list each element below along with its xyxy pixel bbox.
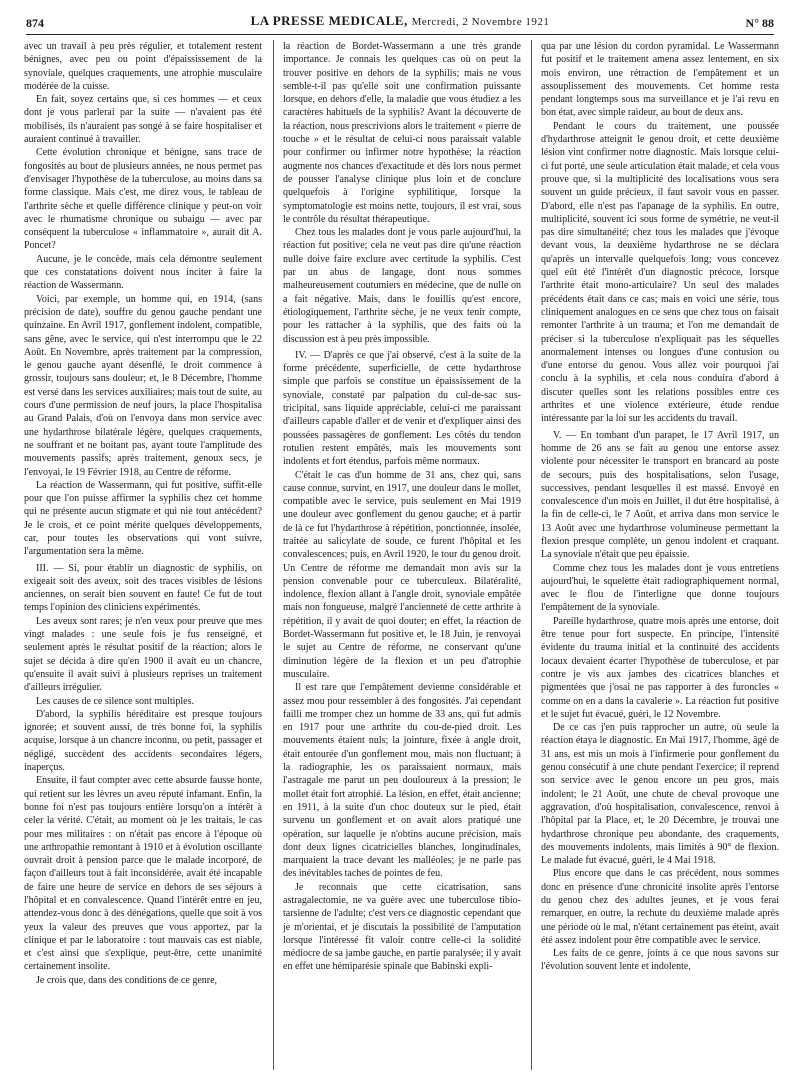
section-paragraph: III. — Si, pour établir un diagnostic de syphilis, on exigeait soit des aveux, soit des traces visibles de lésions anciennes, on serait bien souvent en faute! Ce fut de tout temps l'opinion des cliniciens expérimentés.	[24, 562, 262, 614]
body-paragraph: Comme chez tous les malades dont je vous entretiens aujourd'hui, le squelette était radiographiquement normal, avec le flou de l'interligne que donne toujours l'empâtement de la synoviale.	[541, 562, 779, 614]
body-paragraph: Pareille hydarthrose, quatre mois après une entorse, doit être tenue pour fort suspecte. En principe, l'intensité évidente du trauma initial et la continuité des accidents locaux devaient écarter l'hypothèse de tuberculose, et par contre je vis aux jambes des cicatrices blanches et pigmentées que j'osai ne pas rapporter à des furoncles « comme on en a dans la cavalerie ». La réaction fut positive et le sujet fut évacué, guéri, le 12 Novembre.	[541, 615, 779, 720]
body-paragraph: qua par une lésion du cordon pyramidal. Le Wassermann fut positif et le traitement amena assez lentement, en six mois environ, une rétraction de l'empâtement et un assouplissement des mouvements. Cet homme resta pendant longtemps sous ma surveillance et je l'ai revu en bon état, avec simple raideur, au bout de deux ans.	[541, 41, 779, 119]
body-paragraph: En fait, soyez certains que, si ces hommes — et ceux dont je vous parlerai par la suite — n'avaient pas été mobilisés, ils n'auraient pas songé à se faire hospitaliser et auraient continué à travailler.	[24, 94, 262, 146]
body-paragraph: Il est rare que l'empâtement devienne considérable et assez mou pour ressembler à des fongosités. J'ai cependant failli me tromper chez un homme de 33 ans, qui fut admis en 1917 pour une arthrite du cou-de-pied droit. Les mouvements étaient nuls; la jointure, fixée à angle droit, était entourée d'un gonflement mou, mais non fluctuant; à la radiographie, les os paraissaient normaux, mais l'astragale me parut un peu douloureux à la pression; le mollet était fort atrophié. La lésion, en effet, était ancienne; en 1911, à la suite d'un choc douteux sur le pied, était survenu un gonflement et on avait alors pratiqué une opération, sur laquelle je n'obtins aucune précision, mais dont deux lignes cicatricielles blanches, longitudinales, marquaient la trace devant les malléoles; je ne parle pas des inévitables taches de pointes de feu.	[283, 682, 521, 880]
body-paragraph: C'était le cas d'un homme de 31 ans, chez qui, sans cause connue, survint, en 1917, une douleur dans le mollet, compatible avec le service, puis seulement en Mai 1919 une douleur avec gonflement du genou gauche; et à partir de là ce fut l'hydarthrose à répétition, ponctionnée, insolée, traitée au salicylate de soude, ce furent l'hôpital et les convalescences; puis, en Avril 1920, le tour du genou droit. Un Centre de réforme me demandait mon avis sur la pension convenable pour ce tuberculeux. Bilatéralité, indolence, flexion allant à l'angle droit, synoviale empâtée mais non fongueuse, malgré l'ancienneté de cette arthrite à répétition, il y avait de quoi douter; en effet, la réaction de Bordet-Wassermann fut positive et, le 18 Juin, je renvoyai le sujet au Centre de réforme, ne conservant qu'une diminution légère de la flexion et un peu d'atrophie musculaire.	[283, 469, 521, 680]
body-paragraph: Plus encore que dans le cas précédent, nous sommes donc en présence d'une chronicité insolite après l'entorse du genou chez des adultes jeunes, et je vous ferai remarquer, en outre, la rechute du deuxième malade après une période où le mal, n'étant certainement pas éteint, avait été assez indolent pour être compatible avec le service.	[541, 868, 779, 946]
body-paragraph: Pendant le cours du traitement, une poussée d'hydarthrose atteignit le genou droit, et cette deuxième lésion vint confirmer notre diagnostic. Mais lorsque celui-ci fut porté, une seule articulation était malade, et cela vous prouve que, si la multiplicité des localisations vous sera souvent un guide précieux, il faut savoir vous en passer. D'abord, elle n'est pas l'apanage de la syphilis. En outre, multiplicité, souvent ici sous forme de symétrie, ne veut-il pas dire simultanéité; chez tous les malades que j'évoque devant vous, la deuxième hydarthrose ne se déclara qu'après un intervalle quelquefois long; vous concevez quel eût été l'intérêt d'un diagnostic précoce, lorsque l'arthrite était mono-articulaire? Un seul des malades précédents était dans ce cas; mais en voici une série, tous cliniquement analogues en ce sens que chez tous on faisait remonter l'arthrite à un trauma; et l'on me demandait de préciser si la tuberculose n'expliquait pas les séquelles anormalement intenses ou longues d'une contusion ou d'une entorse du genou. Vous allez voir pourquoi j'ai conclu à la syphilis, et cela nous conduira d'abord à discuter quelles sont les relations possibles entre ces arthrites et une violence extérieure, étude rendue intéressante par la loi sur les accidents du travail.	[541, 120, 779, 425]
journal-title-line	[26, 13, 774, 29]
body-paragraph: Je crois que, dans des conditions de ce genre,	[36, 974, 218, 986]
body-paragraph: Les aveux sont rares; je n'en veux pour preuve que mes vingt malades : une seule fois je fus renseigné, et seulement après le résultat positif de la réaction; alors le sujet se décida à dire qu'en 1900 il avait eu un chancre, qu'ensuite il avait suivi à plusieurs reprises un traitement d'ailleurs irrégulier.	[24, 615, 262, 694]
running-header	[26, 8, 774, 35]
column-divider	[273, 40, 274, 1070]
journal-title: LA PRESSE MEDICALE,	[250, 13, 408, 28]
text-column-3	[541, 40, 779, 1074]
issue-number: N° 88	[745, 16, 774, 30]
body-paragraph: De ce cas j'en puis rapprocher un autre, où seule la réaction étaya le diagnostic. En Mai 1917, l'homme, âgé de 31 ans, est mis un mois à l'infirmerie pour gonflement du genou consécutif à une chute pendant l'exercice; il reprend son service avec le genou encore un peu gros, mais indolent; le 21 Août, une chute de cheval provoque une aggravation, d'où hospitalisation, convalescence, renvoi à l'hôpital par la Place, et, le 20 Décembre, je trouvai une hydarthrose chronique peu abondante, des craquements, des mouvements indolents, mais limités à 90° de flexion. Le malade fut évacué, guéri, le 4 Mai 1918.	[541, 722, 779, 867]
body-paragraph: Ensuite, il faut compter avec cette absurde fausse honte, qui retient sur les lèvres un aveu réputé infamant. Enfin, la bonne foi n'est pas toujours entière lorsqu'on a intérêt à celer la vérité. C'était, au moment où je les traitais, le cas pour mes militaires : on n'était pas encore à l'époque où une arthropathie remontant à 1910 et à évolution oscillante ouvrait droit à pension parce que le malade incorporé, de façon d'ailleurs tout à fait inconsidérée, avait été incapable de faire une heure de service en dehors de ses séjours à l'hôpital et en convalescence. Quand l'intérêt entre en jeu, attendez-vous donc à des dénégations, quelle que soit à vos yeux la valeur des preuves que vous apportez, par la clinique et par le laboratoire : tout mauvais cas est niable, et c'est ainsi que s'explique, peut-être, cette unanimité certainement insolite.	[24, 775, 262, 973]
body-paragraph: Cette évolution chronique et bénigne, sans trace de fongosités au bout de plusieurs années, ne nous permet pas d'envisager l'hypothèse de la tuberculose, au moins dans sa forme classique. Mais c'est, me direz vous, le tableau de l'arthrite sèche et quelle différence clinique y peut-on voir avec le rhumatisme chronique ou subaigu — avec par conséquent la tuberculose « inflammatoire », aurait dit A. Poncet?	[24, 147, 262, 252]
body-paragraph: Les faits de ce genre, joints à ce que nous savons sur l'évolution souvent lente et indolente,	[541, 948, 779, 973]
body-paragraph: Chez tous les malades dont je vous parle aujourd'hui, la réaction fut positive; cela ne veut pas dire qu'une réaction nulle doive faire exclure avec certitude la syphilis. C'est par un abus de langage, dont nous sommes malheureusement coutumiers en médecine, que de nulle on a fait négative. Mais, dans le fouillis qu'est encore, étiologiquement, l'arthrite sèche, je ne veux tenir compte, pour les rattacher à la syphilis, que des faits où la discussion est à peu près impossible.	[283, 227, 521, 345]
issue-date: Mercredi, 2 Novembre 1921	[411, 16, 550, 28]
body-paragraph: Je reconnais que cette cicatrisation, sans astragalectomie, ne va guère avec une tuberculose tibio-tarsienne de l'adulte; c'est vers ce diagnostic cependant que je m'orientai, et je discutais la possibilité de l'amputation lorsque l'intéressé fit valoir contre celle-ci la solidité médiocre de sa jambe gauche, en partie paralysée; il y avait en effet une hémiparésie spinale que Babinski expli-	[283, 881, 521, 973]
body-paragraph: La réaction de Wassermann, qui fut positive, suffit-elle pour que l'on puisse affirmer la syphilis chez cet homme qui ne présente aucun stigmate et qui nie tout antécédent? Je le crois, et ce point mérite quelques développements, car, pour toutes les observations qui vont suivre, l'argumentation sera la même.	[24, 479, 262, 558]
page-number: 874	[26, 16, 44, 30]
body-paragraph: avec un travail à peu près régulier, et totalement restent bénignes, avec peu ou point d'épaississement de la synoviale, quelques craquements, une atrophie musculaire modérée de la cuisse.	[24, 41, 262, 92]
section-paragraph: V. — En tombant d'un parapet, le 17 Avril 1917, un homme de 26 ans se fait au genou une entorse assez violente pour nécessiter le transport en brancard au poste de secours, puis des hospitalisations, selon l'usage, successives, pendant lesquelles il est massé. Envoyé en convalescence d'un mois en Juillet, il dut être hospitalisé, à la fin de celle-ci, le 7 Août, et arriva dans mon service le 13 Août avec une hydarthrose volumineuse permettant la flexion presque complète, un genou indolent et craquant. La synoviale n'était que peu épaissie.	[541, 429, 779, 561]
body-paragraph: Voici, par exemple, un homme qui, en 1914, (sans précision de date), souffre du genou gauche pendant une quinzaine. En Avril 1917, gonflement indolent, compatible, sans gêne, avec le service, qui n'est interrompu que le 22 Août. En Novembre, après traitement par la compression, le genou gauche ayant désenflé, le droit commence à grossir, toujours sans douleur; et, le 8 Décembre, l'homme est versé dans les services auxiliaires; mais tout de suite, au cours d'une permission de neuf jours, la place l'hospitalisa au Grand Palais, d'où on l'envoya dans mon service avec une hydarthrose bilatérale légère, quelques craquements, ne souffrant et ne boitant pas, ayant toute l'amplitude des mouvements passifs; après traitement, genoux secs, je l'envoyai, le 19 Février 1918, au Centre de réforme.	[24, 293, 262, 478]
body-paragraph: D'abord, la syphilis héréditaire est presque toujours ignorée; et souvent aussi, de très bonne foi, la syphilis acquise, lorsque à un chancre inconnu, ou petit, passager et négligé, succèdent des accidents secondaires légers, inaperçus.	[24, 708, 262, 774]
body-paragraph: Aucune, je le concède, mais cela démontre seulement que ces constatations doivent nous inciter à faire la réaction de Wassermann.	[24, 253, 262, 292]
body-paragraph: la réaction de Bordet-Wassermann a une très grande importance. Je connais les quelques cas où on peut la trouver positive en dehors de la syphilis; mais ne vous semble-t-il pas qu'elle soit une confirmation puissante lorsque, en dehors d'elle, la maladie que vous étudiez a les caractères habituels de la syphilis? Avant la découverte de la réaction, nous prescrivions alors le traitement « pierre de touche » et le résultat de celui-ci nous paraissait valable pour confirmer ou infirmer notre hypothèse; la réaction augmente nos chances d'exactitude et dès lors nous permet de pousser l'analyse clinique plus loin et de conclure quelquefois à l'origine syphilitique, lorsque la symptomatologie est moins nette, toujours, il est vrai, sous le contrôle du résultat thérapeutique.	[283, 41, 521, 225]
column-divider	[531, 40, 532, 1070]
text-column-1	[24, 40, 262, 1074]
text-column-2	[283, 40, 521, 1074]
section-paragraph: IV. — D'après ce que j'ai observé, c'est à la suite de la forme précédente, superficielle, de cette hydarthrose simple que parfois se constitue un épaississement de la synoviale, constaté par palpation du cul-de-sac sus-tricipital, sans liquide appréciable, celui-ci me paraissant d'ailleurs capable d'aller et de venir et d'expliquer ainsi des poussées passagères de gonflement. Les côtés du tendon rotulien restent empâtés, mais les mouvements sont indolents et fort étendus, parfois même normaux.	[283, 349, 521, 468]
body-paragraph: Les causes de ce silence sont multiples.	[36, 695, 195, 707]
